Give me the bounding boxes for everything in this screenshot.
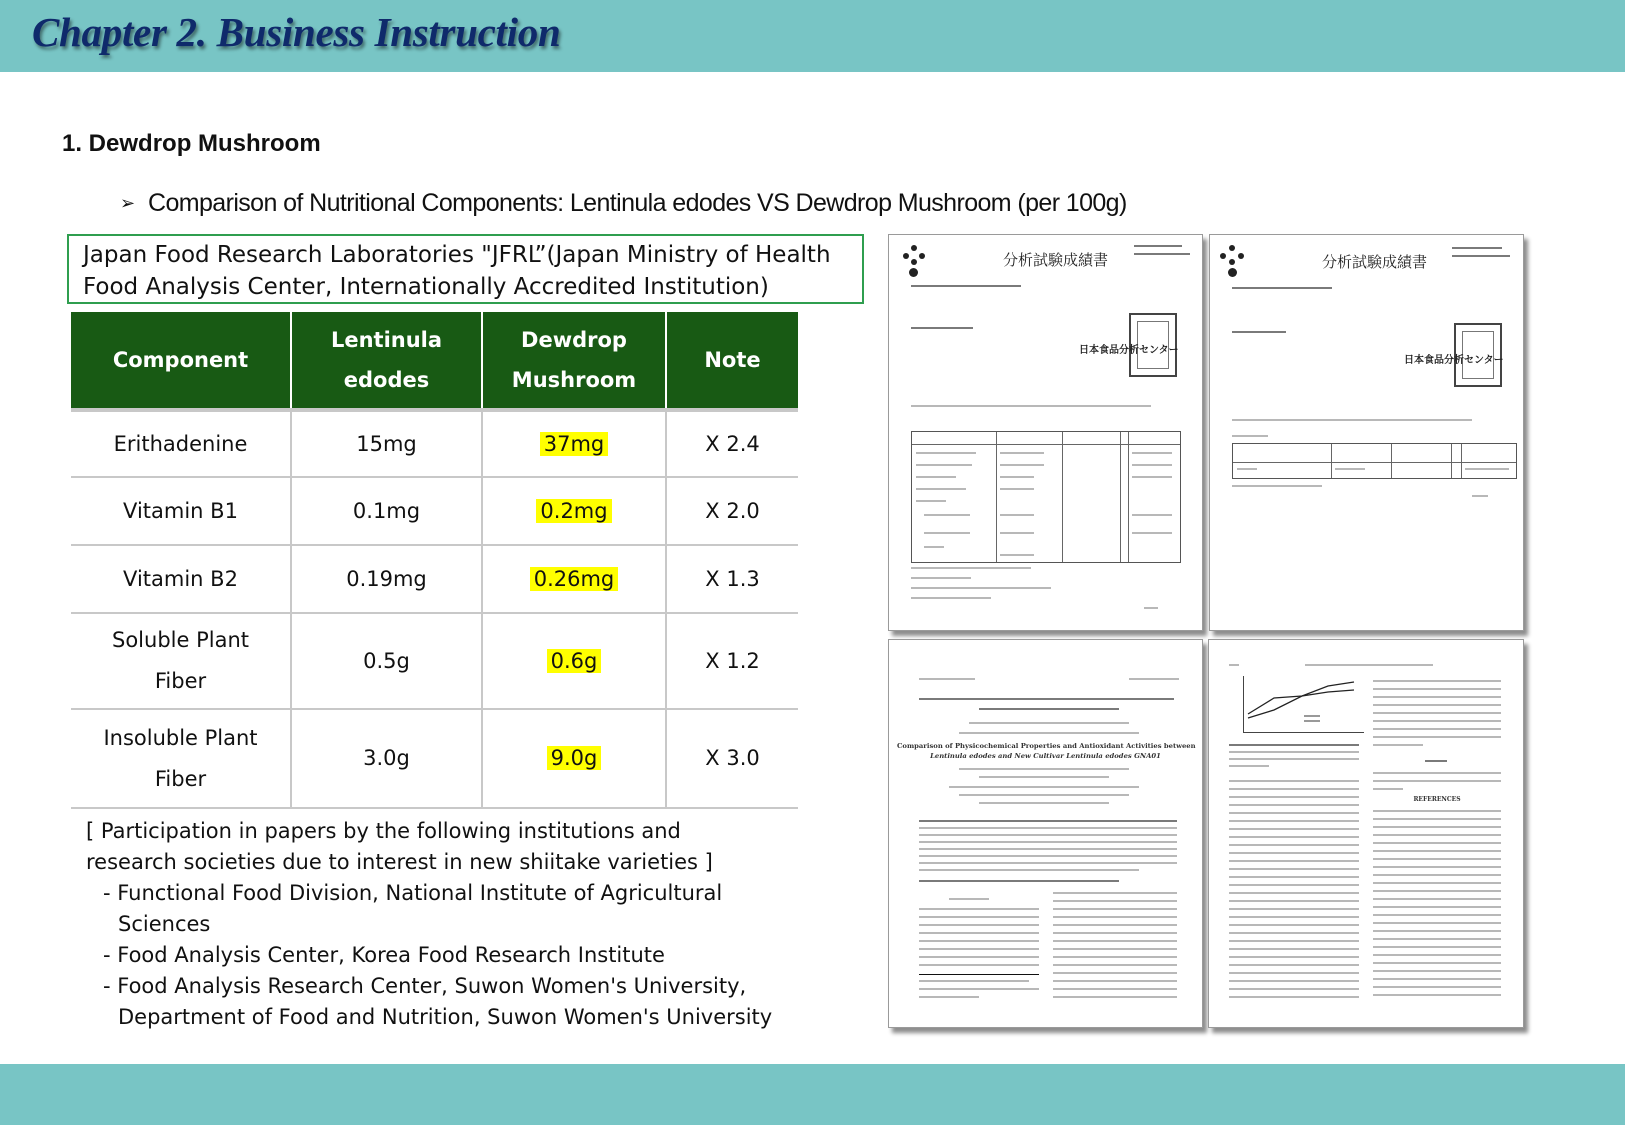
cell-note: X 3.0 xyxy=(666,709,798,808)
frap-chart-thumbnail xyxy=(1243,676,1364,733)
column-header-note xyxy=(666,312,798,410)
highlighted-value: 0.2mg xyxy=(536,499,611,523)
comparison-subtitle xyxy=(120,189,1127,218)
institution-item-continued: Sciences xyxy=(118,912,211,936)
cell-dewdrop xyxy=(482,613,666,709)
column-header-label: Note xyxy=(704,348,761,372)
cell-note: X 2.0 xyxy=(666,477,798,545)
table-row xyxy=(71,477,798,545)
notes-intro-line: [ Participation in papers by the following institutions and xyxy=(86,819,681,843)
component-line: Soluble Plant xyxy=(112,628,249,652)
cell-lentinula: 0.5g xyxy=(291,613,482,709)
component-line: Fiber xyxy=(154,669,207,693)
chart-lines xyxy=(1244,676,1364,732)
notes-intro-line: research societies due to interest in new shiitake varieties ] xyxy=(86,850,713,874)
column-header-label: Lentinula xyxy=(330,328,443,352)
cell-lentinula: 15mg xyxy=(291,410,482,477)
cell-dewdrop xyxy=(482,410,666,477)
column-header-label: Dewdrop xyxy=(521,328,627,352)
table-row xyxy=(71,613,798,709)
certificate-title: 分析試験成績書 xyxy=(1322,253,1428,271)
source-institution-box xyxy=(67,234,864,304)
certificate-document-2 xyxy=(1209,234,1524,631)
highlighted-value: 0.26mg xyxy=(530,567,619,591)
cell-note: X 1.2 xyxy=(666,613,798,709)
highlighted-value: 0.6g xyxy=(547,649,602,673)
research-paper-page-1 xyxy=(888,639,1203,1028)
paper-title-line-2: Lentinula edodes and New Cultivar Lentinula edodes GNA01 xyxy=(930,752,1161,760)
table-header-row xyxy=(71,312,798,410)
source-line-2: Food Analysis Center, Internationally Accredited Institution) xyxy=(83,274,769,300)
highlighted-value: 9.0g xyxy=(547,746,602,770)
nutrition-comparison-table xyxy=(71,312,798,809)
chapter-title: Chapter 2. Business Instruction xyxy=(32,9,561,55)
column-header-label: Mushroom xyxy=(511,368,637,392)
arrow-bullet-icon: ➢ xyxy=(120,193,135,213)
highlighted-value: 37mg xyxy=(540,432,609,456)
column-header-label: edodes xyxy=(343,368,430,392)
component-line: Fiber xyxy=(154,766,207,791)
column-header-lentinula xyxy=(291,312,482,410)
cell-note: X 1.3 xyxy=(666,545,798,613)
stamp-organization: 日本食品分析センター xyxy=(1079,345,1179,356)
source-line-1: Japan Food Research Laboratories "JFRL”(Japan Ministry of Health xyxy=(83,242,831,268)
results-table-thumbnail xyxy=(1232,443,1517,479)
cell-component xyxy=(71,709,291,808)
cell-lentinula: 0.1mg xyxy=(291,477,482,545)
cell-dewdrop xyxy=(482,709,666,808)
institution-item: - Food Analysis Center, Korea Food Research Institute xyxy=(103,943,665,967)
column-header-component xyxy=(71,312,291,410)
component-line: Insoluble Plant xyxy=(103,725,258,750)
cell-component xyxy=(71,613,291,709)
results-table-thumbnail xyxy=(911,431,1181,563)
cell-lentinula: 3.0g xyxy=(291,709,482,808)
institution-item-continued: Department of Food and Nutrition, Suwon Women's University xyxy=(118,1005,773,1029)
table-row xyxy=(71,410,798,477)
column-header-dewdrop xyxy=(482,312,666,410)
paper-title-line-1: Comparison of Physicochemical Properties and Antioxidant Activities between xyxy=(897,742,1196,750)
cell-dewdrop xyxy=(482,545,666,613)
cell-dewdrop xyxy=(482,477,666,545)
cell-lentinula: 0.19mg xyxy=(291,545,482,613)
references-heading: REFERENCES xyxy=(1413,796,1461,803)
certificate-document-1 xyxy=(888,234,1203,631)
column-header-label: Component xyxy=(112,348,249,372)
institution-item: - Functional Food Division, National Institute of Agricultural xyxy=(103,881,723,905)
cell-component: Vitamin B2 xyxy=(71,545,291,613)
subtitle-text: Comparison of Nutritional Components: Lentinula edodes VS Dewdrop Mushroom (per 100g) xyxy=(148,189,1127,217)
footer-band xyxy=(0,1064,1625,1125)
table-row xyxy=(71,545,798,613)
header-band xyxy=(0,0,1625,72)
research-paper-page-2 xyxy=(1208,639,1524,1028)
table-row xyxy=(71,709,798,808)
institution-item: - Food Analysis Research Center, Suwon Women's University, xyxy=(103,974,747,998)
cell-component: Vitamin B1 xyxy=(71,477,291,545)
stamp-organization: 日本食品分析センター xyxy=(1404,355,1504,366)
cell-note: X 2.4 xyxy=(666,410,798,477)
section-title: 1. Dewdrop Mushroom xyxy=(62,130,321,157)
participation-notes xyxy=(86,816,772,1033)
cell-component: Erithadenine xyxy=(71,410,291,477)
certificate-title: 分析試験成績書 xyxy=(1003,251,1109,269)
